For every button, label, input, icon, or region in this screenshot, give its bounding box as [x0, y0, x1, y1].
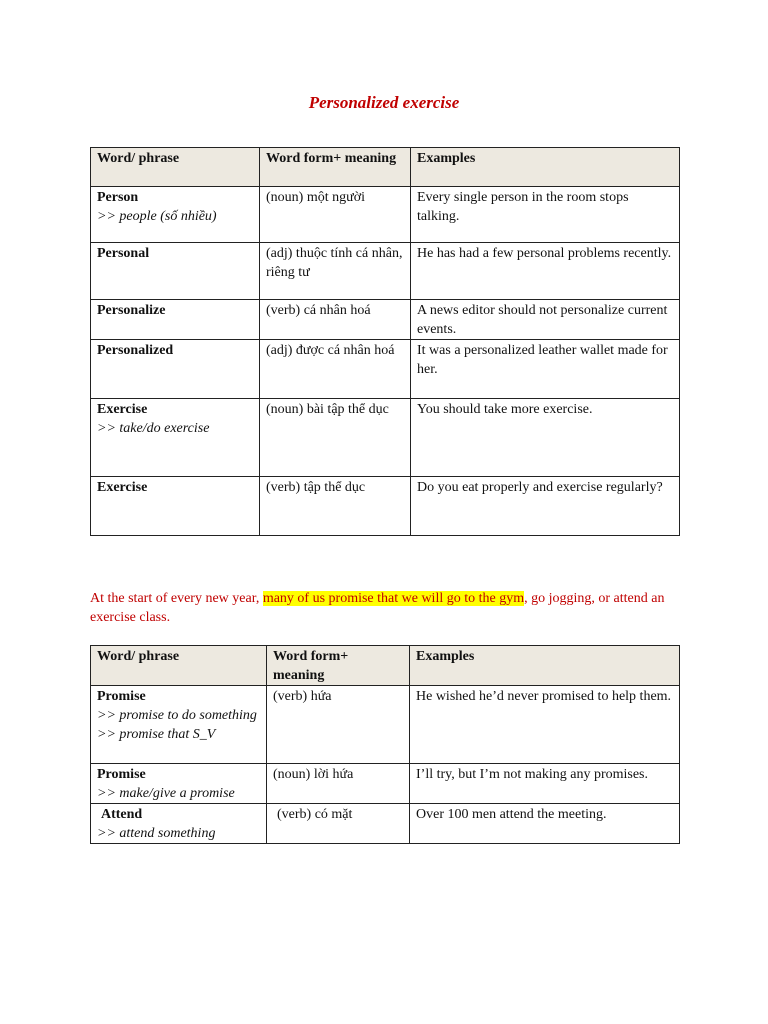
word: Personalized — [97, 343, 174, 358]
table-row — [91, 686, 680, 764]
word: Personal — [97, 246, 150, 261]
word: Attend — [101, 807, 143, 822]
word: Personalize — [97, 303, 166, 318]
word-cell — [91, 477, 260, 536]
meaning-cell: (verb) có mặt — [267, 804, 410, 844]
word: Person — [97, 190, 139, 205]
header-word-phrase: Word/ phrase — [91, 646, 267, 686]
highlighted-text: many of us promise that we will go to the gym — [262, 591, 525, 606]
word-cell — [91, 300, 260, 340]
word-cell — [91, 764, 267, 804]
word: Exercise — [97, 402, 148, 417]
meaning-cell: (adj) được cá nhân hoá — [260, 340, 411, 399]
meaning-cell: (noun) lời hứa — [267, 764, 410, 804]
document-title: Personalized exercise — [308, 93, 460, 112]
meaning-cell: (verb) tập thể dục — [260, 477, 411, 536]
vocabulary-table-personalized-exercise — [90, 147, 680, 536]
word-note: >> make/give a promise — [97, 786, 235, 801]
meaning-cell: (adj) thuộc tính cá nhân, riêng tư — [260, 243, 411, 300]
vocabulary-table-promise-attend — [90, 645, 680, 844]
header-examples: Examples — [410, 646, 680, 686]
paragraph-text-start: At the start of every new year, — [90, 591, 263, 606]
word-note: >> attend something — [97, 826, 216, 841]
example-cell: Over 100 men attend the meeting. — [410, 804, 680, 844]
example-cell: He wished he’d never promised to help them. — [410, 686, 680, 764]
table-row — [91, 477, 680, 536]
table-row — [91, 764, 680, 804]
example-cell: You should take more exercise. — [411, 399, 680, 477]
meaning-cell: (verb) hứa — [267, 686, 410, 764]
word-cell — [91, 187, 260, 243]
meaning-cell: (verb) cá nhân hoá — [260, 300, 411, 340]
header-word-phrase: Word/ phrase — [91, 148, 260, 187]
paragraph-text-end: , go jogging, or attend an exercise class. — [90, 591, 665, 625]
word-note: >> people (số nhiều) — [97, 209, 217, 224]
word: Promise — [97, 689, 146, 704]
word-cell — [91, 243, 260, 300]
intro-paragraph — [90, 589, 680, 627]
table-row — [91, 243, 680, 300]
table-row — [91, 340, 680, 399]
example-cell: Every single person in the room stops talking. — [411, 187, 680, 243]
word-note: >> promise to do something — [97, 708, 257, 723]
word: Promise — [97, 767, 146, 782]
table-header-row — [91, 646, 680, 686]
header-word-form-meaning: Word form+ meaning — [260, 148, 411, 187]
example-cell: I’ll try, but I’m not making any promises. — [410, 764, 680, 804]
table-header-row — [91, 148, 680, 187]
word-cell — [91, 399, 260, 477]
example-cell: Do you eat properly and exercise regularly? — [411, 477, 680, 536]
table-row — [91, 187, 680, 243]
header-examples: Examples — [411, 148, 680, 187]
header-word-form-meaning: Word form+ meaning — [267, 646, 410, 686]
word: Exercise — [97, 480, 148, 495]
word-cell — [91, 686, 267, 764]
meaning-cell: (noun) bài tập thể dục — [260, 399, 411, 477]
word-cell — [91, 340, 260, 399]
word-note: >> promise that S_V — [97, 727, 216, 742]
table-row — [91, 300, 680, 340]
meaning-cell: (noun) một người — [260, 187, 411, 243]
table-row — [91, 804, 680, 844]
word-cell — [91, 804, 267, 844]
word-note: >> take/do exercise — [97, 421, 210, 436]
example-cell: It was a personalized leather wallet made for her. — [411, 340, 680, 399]
example-cell: A news editor should not personalize current events. — [411, 300, 680, 340]
table-row — [91, 399, 680, 477]
example-cell: He has had a few personal problems recently. — [411, 243, 680, 300]
